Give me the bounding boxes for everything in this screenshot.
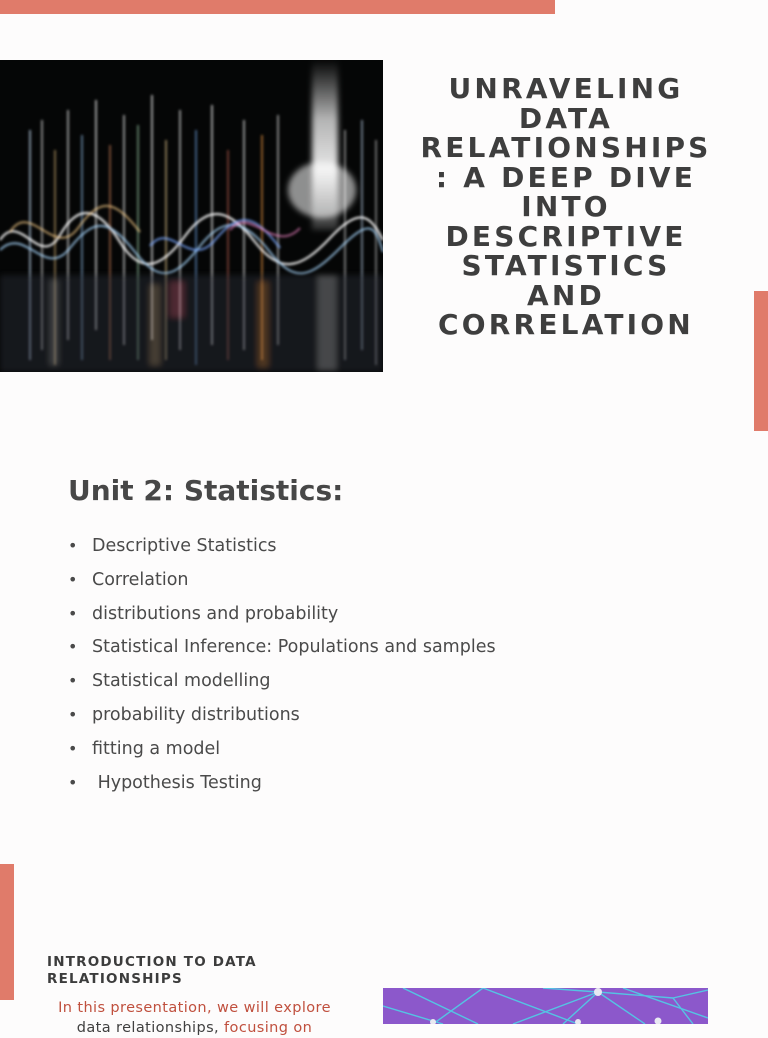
right-accent-bar <box>754 291 768 431</box>
bullet-icon: • <box>68 704 78 724</box>
slide-title: UNRAVELING DATA RELATIONSHIPS : A DEEP DIVE INTO DESCRIPTIVE STATISTICS AND CORRELATION <box>420 72 712 341</box>
topic-list <box>68 532 496 802</box>
list-item-text: probability distributions <box>92 704 300 725</box>
intro-heading: INTRODUCTION TO DATA RELATIONSHIPS <box>47 954 257 987</box>
list-item-text: Statistical Inference: Populations and samples <box>92 637 496 658</box>
light-trails-photo <box>0 60 383 372</box>
list-item <box>68 735 496 769</box>
list-item-text: Descriptive Statistics <box>92 536 277 556</box>
list-item-text: distributions and probability <box>92 603 339 624</box>
list-item <box>68 600 496 634</box>
list-item <box>68 769 496 803</box>
intro-text-keyword: data relationships, <box>76 1020 220 1036</box>
intro-text-line1: In this presentation, we will explore <box>58 1000 331 1016</box>
list-item <box>68 633 496 667</box>
list-item-text: Statistical modelling <box>92 671 271 692</box>
list-item <box>68 566 496 600</box>
left-accent-bar <box>0 864 14 1000</box>
list-item <box>68 532 496 566</box>
list-item-text: Hypothesis Testing <box>92 772 262 793</box>
list-item-text: Correlation <box>92 569 189 590</box>
top-accent-bar <box>0 0 555 14</box>
list-item-text: fitting a model <box>92 738 221 759</box>
network-graph-image <box>383 988 708 1024</box>
bullet-icon: • <box>68 738 78 758</box>
bullet-icon: • <box>68 536 78 555</box>
list-item <box>68 701 496 735</box>
intro-text <box>47 998 342 1038</box>
unit-heading: Unit 2: Statistics: <box>68 474 344 507</box>
bullet-icon: • <box>68 569 78 589</box>
bullet-icon: • <box>68 603 78 623</box>
intro-text-continuation: focusing on <box>219 1020 313 1036</box>
bullet-icon: • <box>68 772 78 792</box>
list-item <box>68 667 496 701</box>
bullet-icon: • <box>68 637 78 657</box>
bullet-icon: • <box>68 671 78 691</box>
